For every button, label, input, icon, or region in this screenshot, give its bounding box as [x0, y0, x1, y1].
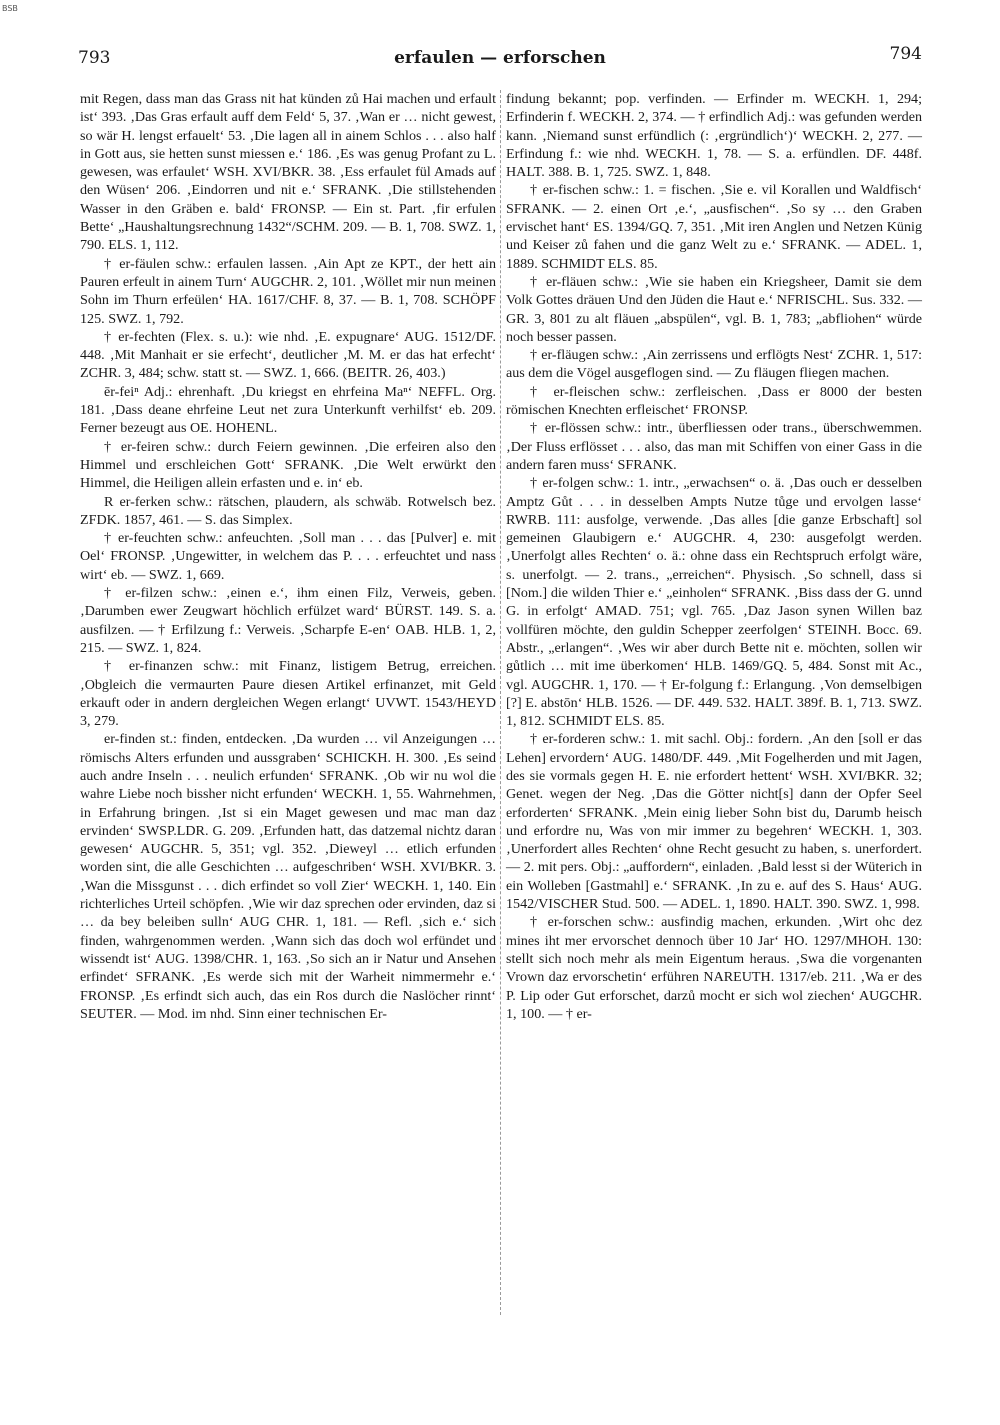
page-number-left: 793: [78, 48, 111, 68]
column-divider: [500, 90, 501, 1315]
entry-er-feuchten: † er-feuchten schw.: anfeuchten. ‚Soll man . . . das [Pulver] e. mit Oel‘ FRONSP. ‚Ungewitter, in welchem das P. . . . erfeuchtet und nass wirt‘ eb. — SWZ. 1, 669.: [80, 530, 496, 583]
entry-er-faeulen: † er-fäulen schw.: erfaulen lassen. ‚Ain Apt ze KPT., der hett ain Pauren erfeult in ainem Turn‘ AUGCHR. 2, 101. ‚Wöllet mir nun meinen Sohn im Thurn erfeülen‘ HA. 1617/CHF. 8, 37. — B. 1, 708. SCHÖPF 125. SWZ. 1, 792.: [80, 255, 496, 327]
entry-er-finden: er-finden st.: finden, entdecken. ‚Da wurden … vil Anzeigungen … römischs Alters erfunden und aussgraben‘ SCHICKH. H. 300. ‚Es seind auch andre Inseln . . . neulich erfunden‘ SFRANK. ‚Ob wir nu wol die wahre Liebe noch bissher nicht erfunden‘ WECKH. 1, 55. Wahrnehmen, in Erfahrung bringen. ‚Ist si ein Maget gewesen und mac man daz ervinden‘ SWSP.LDR. G. 209. ‚Erfunden hatt, das datzemal nichtz daran gewesen‘ AUGCHR. 5, 351; vgl. 352. ‚Dieweyl … etlich erfunden worden sint, die alle Geschichten … aufgeschriben‘ WSH. XVI/BKR. 3. ‚Wan die Missgunst . . . dich erfindet so voll Zier‘ WECKH. 1, 140. Ein richterliches Urteil schöpfen. ‚Wie wir daz sprechen oder ervinden, daz si … da bey beleiben sulln‘ AUG CHR. 1, 181. — Refl. ‚sich e.‘ sich finden, wahrgenommen werden. ‚Wann sich das doch wol erfündet und wissendt ist‘ AUG. 1398/CHR. 1, 163. ‚So sich an ir Natur und Ansehen erfindet‘ SFRANK. ‚Es werde sich mit der Warheit nimmermehr e.‘ FRONSP. ‚Es erfindt sich auch, das ein Ros durch die Naslöcher rinnt‘ SEUTER. — Mod. im nhd. Sinn einer technischen Er-: [80, 731, 496, 1022]
entry-er-folgen: † er-folgen schw.: 1. intr., „erwachsen“ o. ä. ‚Das ouch er desselben Amptz Gůt . . . in desselben Ampts Nutze tůge und ervolgen lasse‘ RWRB. 111: ausfolge, verwende. ‚Das alles [die ganze Erbschaft] sol gemeinen Glaubigern e.‘ AUGCHR. 4, 230: ausgefolgt werden. ‚Unerfolgt alles Rechten‘ o. ä.: ohne dass ein Rechtspruch erfolgt wäre, s. unerfolgt. — 2. trans., „erreichen“. Physisch. ‚So schnell, dass si [Nom.] die wilden Thier e.‘ „einholen“ SFRANK. ‚Biss dass der G. unnd G. in erfolgt‘ AMAD. 751; vgl. 765. ‚Daz Jason synen Willen baz vollfüren möchte, den guldin Schepper zeerfolgen‘ STEINH. Bocc. 69. Abstr., „erlangen“. ‚Wes wir aber durch Bette nit e. möchten, sollen wir gůtlich … mit ime überkomen‘ HLB. 1469/GQ. 5, 484. Sonst mit Ac., vgl. AUGCHR. 1, 170. — † Er-folgung f.: Erlangung. ‚Von demselbigen [?] E. abstōn‘ HLB. 1526. — DF. 449. 532. HALT. 389f. B. 1, 713. SWZ. 1, 812. SCHMIDT ELS. 85.: [506, 475, 922, 730]
page-number-right: 794: [889, 44, 922, 64]
entry-er-fechten: † er-fechten (Flex. s. u.): wie nhd. ‚E. expugnare‘ AUG. 1512/DF. 448. ‚Mit Manhait er sie erfecht‘, deutlicher ‚M. M. er das hat erfecht‘ ZCHR. 3, 484; schw. statt st. — SWZ. 1, 666. (BEITR. 26, 403.): [80, 328, 496, 382]
entry-er-filzen: † er-filzen schw.: ‚einen e.‘, ihm einen Filz, Verweis, geben. ‚Darumben ewer Zeugwart höchlich erfülzet ward‘ BÜRST. 149. S. a. ausfilzen. — † Erfilzung f.: Verweis. ‚Scharpfe E-en‘ OAB. HLB. 1, 2, 215. — SWZ. 1, 824.: [80, 585, 496, 656]
entry-er-finanzen: † er-finanzen schw.: mit Finanz, listigem Betrug, erreichen. ‚Obgleich die vermaurten Paure diesen Artikel erfinanzet, mit Geld erkauft oder in andern dergleichen Wegen erlangt‘ UVWT. 1543/HEYD 3, 279.: [80, 658, 496, 730]
page-header: [78, 44, 922, 74]
entry-er-flaeuen: † er-fläuen schw.: ‚Wie sie haben ein Kriegsheer, Damit sie dem Volk Gottes dräuen Und den Jüden die Haut e.‘ NFRISCHL. Sus. 332. — GR. 3, 801 zu alt fläuen „abspülen“, vgl. B. 1, 783; „abfliohen“ würde noch besser passen.: [506, 273, 922, 345]
running-head: erfaulen — erforschen: [394, 48, 606, 68]
entry-er-floessen: † er-flössen schw.: intr., überfliessen oder trans., überschwemmen. ‚Der Fluss erflösset . . . also, das man mit Schiffen von einer Gass in die andern faren muss‘ SFRANK.: [506, 420, 922, 473]
entry-er-flaeugen: † er-fläugen schw.: ‚Ain zerrissens und erflögts Nest‘ ZCHR. 1, 517: aus dem die Vögel ausgeflogen sind. — Zu fläugen fliegen machen.: [506, 347, 922, 382]
entry-er-ferken: R er-ferken schw.: rätschen, plaudern, als schwäb. Rotwelsch bez. ZFDK. 1857, 461. — S. das Simplex.: [80, 493, 496, 528]
entry-er-fischen: † er-fischen schw.: 1. = fischen. ‚Sie e. vil Korallen und Waldfisch‘ SFRANK. — 2. einen Ort ‚e.‘, „ausfischen“. ‚So sy … den Graben ervischet hant‘ ES. 1394/GQ. 7, 351. ‚Mit iren Anglen und Netzen Künig und Keiser zů fahen und die ganz Welt zu e.‘ SFRANK. — ADEL. 1, 1889. SCHMIDT ELS. 85.: [506, 182, 922, 272]
left-column: [80, 90, 496, 1023]
library-stamp: BSB: [2, 4, 18, 13]
entry-er-feiren: † er-feiren schw.: durch Feiern gewinnen. ‚Die erfeiren also den Himmel und erschleichen Gott‘ SFRANK. ‚Die Welt erwürkt den Himmel, die Heiligen allein erfasten und e. in‘ eb.: [80, 438, 496, 492]
entry-er-forderen: † er-forderen schw.: 1. mit sachl. Obj.: fordern. ‚An den [soll er das Lehen] ervordern‘ AUG. 1480/DF. 449. ‚Mit Fogelherden und mit Jagen, des sie vormals gegen H. E. nie erfordert hettent‘ WSH. XVI/BKR. 32; Genet. wegen der Neg. ‚Das die Götter nicht[s] dann der Opfer Seel erforderten‘ SFRANK. ‚Mein einig lieber Sohn bist du, Darumb heisch und erfordre nu, Was von mir immer zu begehren‘ WECKH. 1, 303. ‚Unerfordert alles Rechten‘ ohne Recht gesucht zu haben, s. unerfordert. — 2. mit pers. Obj.: „auffordern“, einladen. ‚Bald lesst si der Wüterich in ein Wolleben [Gastmahl] e.‘ SFRANK. ‚In zu e. auf des S. Haus‘ AUG. 1542/VISCHER Stud. 500. — ADEL. 1, 1890. HALT. 390. SWZ. 1, 998.: [506, 731, 922, 913]
entry-er-forschen: † er-forschen schw.: ausfindig machen, erkunden. ‚Wirt ohc dez mines iht mer ervorschet dennoch über 10 Jar‘ HO. 1297/MHOH. 130: stellt sich noch mehr als mein Eigentum heraus. ‚Swa die vorgenanten Vrown daz ervorschetin‘ erführen NAREUTH. 1317/eb. 211. ‚Wa er des P. Lip oder Gut erforschet, darzů mocht er sich wol ziechen‘ AUGCHR. 1, 100. — † er-: [506, 914, 922, 1022]
continuation-paragraph: findung bekannt; pop. verfinden. — Erfinder m. WECKH. 1, 294; Erfinderin f. WECKH. 2, 374. — † erfindlich Adj.: was gefunden werden kann. ‚Niemand sunst erfündlich (: ‚ergründlich‘)‘ WECKH. 2, 277. — Erfindung f.: wie nhd. WECKH. 1, 78. — S. a. erfündlen. DF. 448f. HALT. 388. B. 1, 725. SWZ. 1, 848.: [506, 91, 922, 181]
right-column: [506, 90, 922, 1023]
entry-er-fein: ēr-feiⁿ Adj.: ehrenhaft. ‚Du kriegst en ehrfeina Maⁿ‘ NEFFL. Org. 181. ‚Dass deane ehrfeine Leut net zura Unterkunft verhilfst‘ eb. 209. Ferner bezeugt aus OE. HOHENL.: [80, 383, 496, 437]
entry-er-fleischen: † er-fleischen schw.: zerfleischen. ‚Dass er 8000 der besten römischen Knechten erfleischet‘ FRONSP.: [506, 383, 922, 419]
continuation-paragraph: mit Regen, dass man das Grass nit hat künden zů Hai machen und erfault ist‘ 393. ‚Das Gras erfault auff dem Feld‘ 5, 37. ‚Wan er … nicht gewest, so wär H. lengst erfauelt‘ 53. ‚Die lagen all in ainem Schlos . . . also half in Gott aus, sie hetten sunst miessen e.‘ 186. ‚Es was genug Profant zu L. gewesen, was erfaulet‘ WSH. XVI/BKR. 38. ‚Ess erfaulet fül Amads auf den Wüsen‘ 206. ‚Eindorren und nit e.‘ SFRANK. ‚Die stillstehenden Wasser in den Gräben e. bald‘ FRONSP. — Ein st. Part. ‚fir erfulen Bette‘ „Haushaltungsrechnung 1432“/SCHM. 209. — B. 1, 708. SWZ. 1, 790. ELS. 1, 112.: [80, 91, 496, 254]
